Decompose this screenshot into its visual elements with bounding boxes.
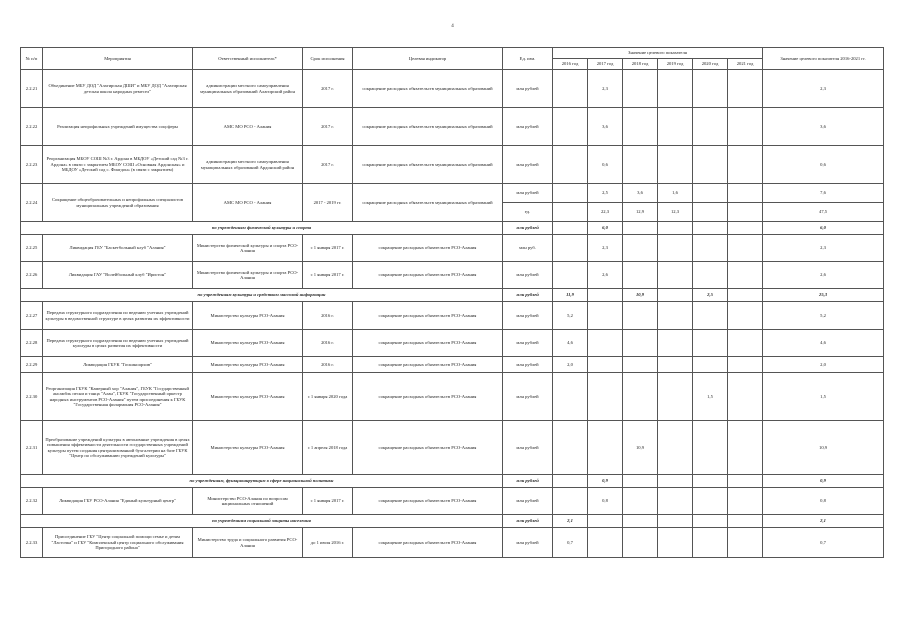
header-year: 2016 год (553, 59, 588, 70)
value-cell (693, 222, 728, 235)
total-cell: 2,1 (763, 515, 884, 528)
value-cell (693, 515, 728, 528)
value-cell: 6,0 (588, 222, 623, 235)
target-cell: сокращение расходных обязательств РСО-Алания (353, 262, 503, 289)
value-cell (553, 488, 588, 515)
executor-cell: администрации местного самоуправления муниципальных образований Ардонский район (193, 146, 303, 184)
value-cell (693, 108, 728, 146)
table-row (21, 421, 884, 475)
target-cell: сокращение расходных обязательств муниципальных образований (353, 146, 503, 184)
value-cell (588, 373, 623, 421)
table-row (21, 184, 884, 203)
value-cell (623, 262, 658, 289)
total-cell: 10,9 (763, 421, 884, 475)
measure-cell: Ликвидация ГАУ "Волейбольный клуб "Иристон" (43, 262, 193, 289)
section-label: по учреждениям культуры и средствам массовой информации (21, 289, 503, 302)
term-cell: с 1 апреля 2018 года (303, 421, 353, 475)
unit-cell: млн рублей (503, 289, 553, 302)
total-cell: 0,9 (763, 475, 884, 488)
unit-cell: млн рублей (503, 528, 553, 558)
measure-cell: Реализация непрофильных учреждений имущества соцсферы (43, 108, 193, 146)
header-term: Срок исполнения (303, 48, 353, 70)
value-cell: 2,3 (588, 70, 623, 108)
section-row (21, 222, 884, 235)
header-year: 2021 год (728, 59, 763, 70)
value-cell (553, 203, 588, 222)
value-cell (658, 222, 693, 235)
value-cell (693, 421, 728, 475)
term-cell: 2016 г. (303, 357, 353, 373)
header-measure: Мероприятия (43, 48, 193, 70)
value-cell (693, 330, 728, 357)
total-cell: 2,3 (763, 70, 884, 108)
header-num: № п/п (21, 48, 43, 70)
value-cell (623, 70, 658, 108)
value-cell (728, 475, 763, 488)
value-cell (693, 235, 728, 262)
header-target: Целевая индикатор (353, 48, 503, 70)
term-cell: до 1 июля 2016 г. (303, 528, 353, 558)
executor-cell: администрации местного самоуправления муниципальных образований Алагирский район (193, 70, 303, 108)
value-cell (658, 357, 693, 373)
value-cell (728, 203, 763, 222)
total-cell: 0,6 (763, 146, 884, 184)
header-year: 2019 год (658, 59, 693, 70)
value-cell: 0,7 (553, 528, 588, 558)
value-cell (553, 475, 588, 488)
executor-cell: Министерство физической культуры и спорта РСО-Алания (193, 235, 303, 262)
value-cell (553, 373, 588, 421)
value-cell (623, 330, 658, 357)
table-row (21, 488, 884, 515)
value-cell (658, 330, 693, 357)
row-number: 2.2.32 (21, 488, 43, 515)
term-cell: 2017 г. (303, 70, 353, 108)
target-cell: сокращение расходных обязательств РСО-Алания (353, 330, 503, 357)
measure-cell: Ликвидация ГБУ "Баскетбольный клуб "Алания" (43, 235, 193, 262)
executor-cell: Министерство культуры РСО-Алания (193, 421, 303, 475)
unit-cell: млн рублей (503, 70, 553, 108)
measure-cell: Передача структурного подразделения по ведению учетных учреждений культуры в ведомственной структуре в целях развития их эффективности (43, 302, 193, 330)
header-year: 2018 год (623, 59, 658, 70)
section-row (21, 289, 884, 302)
total-cell: 4,6 (763, 330, 884, 357)
unit-cell: млн рублей (503, 222, 553, 235)
section-label: по учреждениям социальной защиты населения (21, 515, 503, 528)
measure-cell: Преобразование учреждений культуры в автономные учреждения в целях повышения эффективности деятельности государственных учреждений культуры путем создания централизованной бухгалтерии на базе ГБУК "Центр по обслуживанию учреждений культуры" (43, 421, 193, 475)
unit-cell: млн рублей (503, 357, 553, 373)
measures-table (20, 47, 884, 558)
header-year: 2017 год (588, 59, 623, 70)
unit-cell: млн рублей (503, 302, 553, 330)
row-number: 2.2.25 (21, 235, 43, 262)
table-body (21, 70, 884, 558)
row-number: 2.2.26 (21, 262, 43, 289)
unit-cell: млн рублей (503, 373, 553, 421)
executor-cell: Министерство культуры РСО-Алания (193, 302, 303, 330)
value-cell (693, 357, 728, 373)
value-cell (553, 70, 588, 108)
value-cell: 2,1 (553, 515, 588, 528)
target-cell: сокращение расходных обязательств РСО-Алания (353, 357, 503, 373)
table-row (21, 302, 884, 330)
value-cell (658, 528, 693, 558)
total-cell: 5,2 (763, 302, 884, 330)
header-year: 2020 год (693, 59, 728, 70)
total-cell: 2,6 (763, 262, 884, 289)
total-cell: 2,3 (763, 235, 884, 262)
value-cell (588, 515, 623, 528)
value-cell (728, 488, 763, 515)
unit-cell: млн руб. (503, 235, 553, 262)
total-cell: 2,0 (763, 357, 884, 373)
measure-cell: Ликвидация ГБУК "Госкиноархив" (43, 357, 193, 373)
value-cell (728, 222, 763, 235)
value-cell (728, 515, 763, 528)
value-cell (623, 222, 658, 235)
value-cell (728, 146, 763, 184)
value-cell: 10,9 (623, 289, 658, 302)
value-cell (588, 421, 623, 475)
table-row (21, 235, 884, 262)
total-cell: 0,7 (763, 528, 884, 558)
value-cell (658, 235, 693, 262)
total-cell: 0,8 (763, 488, 884, 515)
section-row (21, 475, 884, 488)
term-cell: 2017 - 2019 гг. (303, 184, 353, 222)
measure-cell: Объединение МБУ ДОД "Алагирская ДШИ" и МБУ ДОД "Алагирская детская школа народных ремесел" (43, 70, 193, 108)
value-cell: 0,6 (588, 146, 623, 184)
value-cell (658, 262, 693, 289)
value-cell (588, 528, 623, 558)
header-executor: Ответственный исполнитель* (193, 48, 303, 70)
total-cell: 25,3 (763, 289, 884, 302)
value-cell: 2,5 (693, 289, 728, 302)
value-cell (658, 289, 693, 302)
value-cell (658, 146, 693, 184)
measure-cell: Реорганизация ГБУК "Камерный хор "Алания", ГБУК "Государственный ансамбль песни и танца "Алан", ГБУК "Государственный оркестр народных инструментов РСО-Алания" путем присоединения к ГБУК "Государственная филармония РСO-Алания" (43, 373, 193, 421)
value-cell (693, 203, 728, 222)
value-cell: 10,9 (623, 421, 658, 475)
row-number: 2.2.21 (21, 70, 43, 108)
measure-cell: Сокращение общеобразовательных и непрофильных специалистов муниципальных учреждений образования (43, 184, 193, 222)
row-number: 2.2.24 (21, 184, 43, 222)
target-cell: сокращение расходных обязательств РСО-Алания (353, 421, 503, 475)
value-cell (623, 475, 658, 488)
value-cell (553, 222, 588, 235)
value-cell (553, 262, 588, 289)
executor-cell: Министерство культуры РСО-Алания (193, 330, 303, 357)
value-cell (553, 421, 588, 475)
section-label: по учреждениям физической культуры и спорта (21, 222, 503, 235)
value-cell (693, 528, 728, 558)
total-cell: 3,6 (763, 108, 884, 146)
term-cell: 2017 г. (303, 146, 353, 184)
value-cell (693, 475, 728, 488)
value-cell (728, 235, 763, 262)
value-cell (693, 70, 728, 108)
value-cell (588, 357, 623, 373)
section-label: по учреждениям, функционирующим в сфере национальной политики (21, 475, 503, 488)
executor-cell: Министерство РСО-Алания по вопросам национальных отношений (193, 488, 303, 515)
value-cell: 12,3 (658, 203, 693, 222)
executor-cell: Министерство культуры РСО-Алания (193, 373, 303, 421)
unit-cell: млн рублей (503, 262, 553, 289)
value-cell (728, 528, 763, 558)
table-row (21, 330, 884, 357)
value-cell (728, 262, 763, 289)
value-cell (728, 421, 763, 475)
unit-cell: млн рублей (503, 184, 553, 203)
value-cell: 2,0 (553, 357, 588, 373)
target-cell: сокращение расходных обязательств РСО-Алания (353, 528, 503, 558)
row-number: 2.2.22 (21, 108, 43, 146)
value-cell (623, 235, 658, 262)
table-header (21, 48, 884, 70)
table-row (21, 373, 884, 421)
value-cell (658, 70, 693, 108)
value-cell: 12,9 (623, 203, 658, 222)
value-cell (658, 515, 693, 528)
value-cell (693, 488, 728, 515)
measure-cell: Передача структурного подразделения по ведению учетных учреждений культуры в целях развития их эффективности (43, 330, 193, 357)
value-cell (588, 330, 623, 357)
unit-cell: ед. (503, 203, 553, 222)
value-cell: 1,6 (658, 184, 693, 203)
value-cell (693, 146, 728, 184)
term-cell: с 1 января 2017 г. (303, 235, 353, 262)
value-cell (623, 302, 658, 330)
value-cell (623, 488, 658, 515)
unit-cell: млн рублей (503, 515, 553, 528)
row-number: 2.2.28 (21, 330, 43, 357)
table-row (21, 528, 884, 558)
table-row (21, 108, 884, 146)
measure-cell: Ликвидация ГБУ РСО-Алания "Единый культурный центр" (43, 488, 193, 515)
unit-cell: млн рублей (503, 108, 553, 146)
value-cell (658, 108, 693, 146)
target-cell: сокращение расходных обязательств РСО-Алания (353, 235, 503, 262)
value-cell (728, 184, 763, 203)
target-cell: сокращение расходных обязательств РСО-Алания (353, 373, 503, 421)
value-cell: 2,5 (588, 184, 623, 203)
value-cell (728, 373, 763, 421)
table-row (21, 146, 884, 184)
term-cell: с 1 января 2017 г. (303, 488, 353, 515)
target-cell: сокращение расходных обязательств муниципальных образований (353, 70, 503, 108)
header-unit: Ед. изм. (503, 48, 553, 70)
executor-cell: АМС МО РСО - Алания (193, 108, 303, 146)
page-number: 4 (451, 24, 454, 29)
value-cell (728, 357, 763, 373)
value-cell (693, 302, 728, 330)
value-cell (553, 146, 588, 184)
value-cell: 4,6 (553, 330, 588, 357)
target-cell: сокращение расходных обязательств муниципальных образований (353, 108, 503, 146)
term-cell: 2016 г. (303, 302, 353, 330)
executor-cell: АМС МО РСО - Алания (193, 184, 303, 222)
unit-cell: млн рублей (503, 475, 553, 488)
total-cell: 1,5 (763, 373, 884, 421)
value-cell (623, 528, 658, 558)
value-cell: 11,9 (553, 289, 588, 302)
row-number: 2.2.29 (21, 357, 43, 373)
value-cell (728, 330, 763, 357)
value-cell (658, 488, 693, 515)
header-values-group: Значение целевого показателя (553, 48, 763, 59)
total-cell: 47,5 (763, 203, 884, 222)
row-number: 2.2.33 (21, 528, 43, 558)
total-cell: 7,6 (763, 184, 884, 203)
term-cell: 2017 г. (303, 108, 353, 146)
unit-cell: млн рублей (503, 421, 553, 475)
value-cell (623, 373, 658, 421)
value-cell: 1,5 (693, 373, 728, 421)
value-cell: 2,3 (588, 235, 623, 262)
term-cell: с 1 января 2017 г. (303, 262, 353, 289)
target-cell: сокращение расходных обязательств РСО-Алания (353, 488, 503, 515)
table-row (21, 262, 884, 289)
value-cell (553, 108, 588, 146)
executor-cell: Министерство труда и социального развития РСО-Алания (193, 528, 303, 558)
value-cell (658, 475, 693, 488)
unit-cell: млн рублей (503, 488, 553, 515)
value-cell (623, 146, 658, 184)
header-total: Значение целевого показателя 2016-2021 гг. (763, 48, 884, 70)
value-cell: 2,6 (588, 262, 623, 289)
measure-cell: Реорганизация МБОУ СОШ №3 г. Ардона в МБДОУ «Детский сад №3 г. Ардона» в связи с закрытием МБОУ СОШ «Основная Ардонская» и МБДОУ «Детский сад с. Фиагдон» (в связи с закрытием) (43, 146, 193, 184)
value-cell (658, 421, 693, 475)
value-cell (728, 70, 763, 108)
term-cell: с 1 января 2020 года (303, 373, 353, 421)
value-cell (658, 302, 693, 330)
unit-cell: млн рублей (503, 330, 553, 357)
value-cell: 22,3 (588, 203, 623, 222)
value-cell (728, 289, 763, 302)
value-cell: 0,9 (588, 475, 623, 488)
term-cell: 2016 г. (303, 330, 353, 357)
target-cell: сокращение расходных обязательств РСО-Алания (353, 302, 503, 330)
row-number: 2.2.31 (21, 421, 43, 475)
value-cell (623, 357, 658, 373)
target-cell: сокращение расходных обязательств муниципальных образований (353, 184, 503, 222)
measure-cell: Присоединение ГБУ "Центр социальной помощи семье и детям "Ласточка" и ГБУ "Комплексный центр социального обслуживания Пригородного района" (43, 528, 193, 558)
section-row (21, 515, 884, 528)
value-cell: 0,8 (588, 488, 623, 515)
value-cell (728, 108, 763, 146)
value-cell (693, 184, 728, 203)
executor-cell: Министерство физической культуры и спорта РСО-Алания (193, 262, 303, 289)
table-row (21, 70, 884, 108)
table-row (21, 357, 884, 373)
row-number: 2.2.23 (21, 146, 43, 184)
value-cell (588, 289, 623, 302)
value-cell (693, 262, 728, 289)
value-cell (658, 373, 693, 421)
value-cell (623, 515, 658, 528)
row-number: 2.2.27 (21, 302, 43, 330)
value-cell (588, 302, 623, 330)
executor-cell: Министерство культуры РСО-Алания (193, 357, 303, 373)
value-cell: 3,6 (588, 108, 623, 146)
value-cell (728, 302, 763, 330)
value-cell (623, 108, 658, 146)
value-cell (553, 235, 588, 262)
row-number: 2.2.30 (21, 373, 43, 421)
value-cell (553, 184, 588, 203)
value-cell: 3,6 (623, 184, 658, 203)
value-cell: 5,2 (553, 302, 588, 330)
total-cell: 6,0 (763, 222, 884, 235)
unit-cell: млн рублей (503, 146, 553, 184)
